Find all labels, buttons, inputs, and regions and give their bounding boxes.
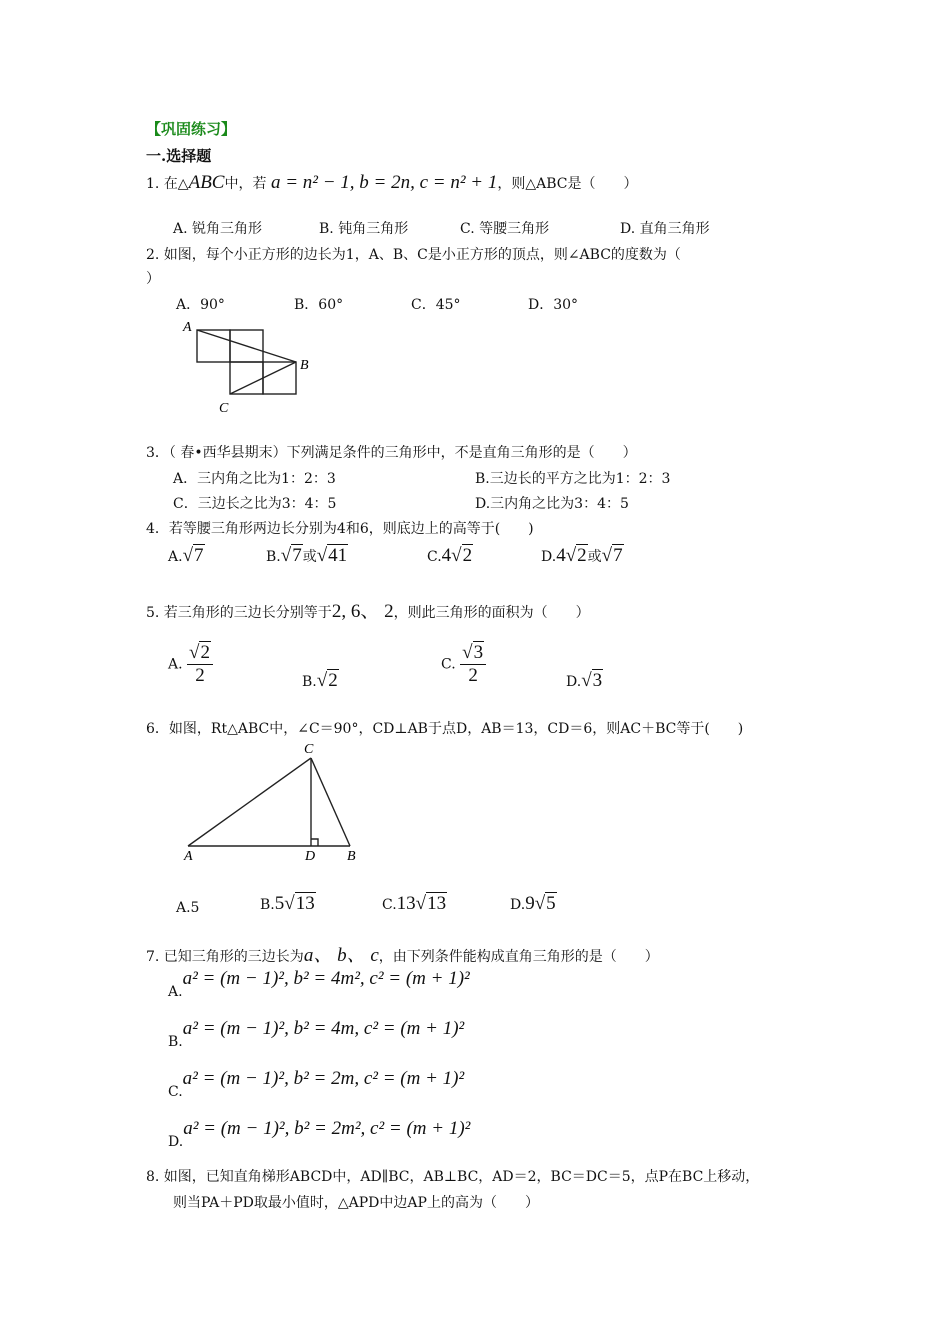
q6-option-d: D.9√5 — [510, 893, 556, 914]
q5-option-c: C. $\frac{√3}{2}$ — [441, 642, 486, 687]
q4-d-coef: 4 — [556, 545, 566, 566]
q5-a-num: 2 — [200, 642, 210, 663]
q3-text: 3．（ 春•西华县期末）下列满足条件的三角形中，不是直角三角形的是（ ） — [146, 445, 637, 461]
q5-text-b: ，则此三角形的面积为（ ） — [393, 605, 590, 621]
q6-option-b: B.5√13 — [260, 893, 315, 914]
q4-option-a: A.√7 — [168, 545, 204, 566]
q8-line2: 则当PA＋PD取最小值时，△APD中边AP上的高为（ ） — [173, 1195, 539, 1211]
q4-d-rad: 2 — [577, 545, 587, 566]
q7-option-c — [168, 1068, 465, 1100]
q6-c-coef: 13 — [396, 893, 416, 914]
q5-values: 2, 6、 2 — [331, 601, 394, 622]
q1-text-c: ，则△ABC是（ ） — [497, 176, 638, 192]
label-c: C — [304, 742, 314, 757]
q5-d-label: D. — [566, 674, 582, 690]
q1-formula: a = n² − 1, b = 2n, c = n² + 1 — [270, 172, 498, 193]
q5-option-b: B.√2 — [302, 670, 338, 691]
q1-option-c: C. 等腰三角形 — [460, 221, 550, 237]
q5-d-value: 3 — [592, 670, 603, 691]
q4-c-label: C. — [427, 549, 442, 565]
q6-d-coef: 9 — [525, 893, 535, 914]
q4-or: 或 — [302, 549, 317, 565]
section-title: 【巩固练习】 — [146, 120, 237, 138]
q7-b-formula: a² = (m − 1)², b² = 4m, c² = (m + 1)² — [182, 1018, 465, 1039]
q2-option-d: D．30° — [528, 297, 579, 313]
q4-c-coef: 4 — [441, 545, 452, 566]
q1-option-a: A. 锐角三角形 — [173, 221, 263, 237]
q8-line1: 8. 如图，已知直角梯形ABCD中，AD∥BC，AB⊥BC，AD＝2，BC＝DC＝5，点P在BC上移动， — [146, 1169, 760, 1185]
q4-b-value2: 41 — [328, 545, 348, 566]
right-angle-mark — [311, 839, 318, 846]
q4-option-b: B.√7或√41 — [266, 545, 348, 566]
q5-c-label: C. — [441, 656, 456, 673]
q6-d-label: D. — [510, 897, 526, 913]
q4-a-value: 7 — [194, 545, 204, 566]
q7-a-formula: a² = (m − 1)², b² = 4m², c² = (m + 1)² — [182, 968, 470, 989]
q6-b-coef: 5 — [274, 893, 285, 914]
q5-text-a: 5. 若三角形的三边长分别等于 — [146, 605, 332, 621]
q7-d-formula: a² = (m − 1)², b² = 2m², c² = (m + 1)² — [183, 1118, 471, 1139]
q7-text-b: ，由下列条件能构成直角三角形的是（ ） — [378, 949, 659, 965]
q7-d-label: D. — [168, 1134, 184, 1150]
q5-a-den: 2 — [195, 665, 205, 686]
segment-ac — [188, 758, 311, 846]
q2-option-a: A．90° — [176, 297, 225, 313]
q4-d-value2: 7 — [613, 545, 623, 566]
q7-option-a — [168, 968, 470, 1000]
q6-option-a: A.5 — [176, 900, 200, 916]
q7-vars: a、 b、 c — [303, 945, 379, 966]
q4-option-c: C.4√2 — [427, 545, 473, 566]
q3-option-a: A．三内角之比为1：2：3 — [173, 471, 336, 487]
q1-abc: ABC — [188, 172, 225, 193]
grid-square — [263, 362, 296, 394]
q4-c-rad: 2 — [462, 545, 473, 566]
q6-c-label: C. — [382, 897, 397, 913]
label-b: B — [300, 358, 309, 373]
q2-line2: ） — [146, 271, 160, 287]
q6-c-rad: 13 — [427, 893, 447, 914]
question-5 — [146, 596, 590, 623]
q1-text-a: 在△ — [163, 176, 189, 192]
q2-line1: 2. 如图，每个小正方形的边长为1，A、B、C是小正方形的顶点，则∠ABC的度数为（ — [146, 247, 681, 263]
q6-d-rad: 5 — [546, 893, 556, 914]
q6-triangle-figure — [178, 738, 378, 868]
question-7 — [146, 940, 659, 967]
q5-a-label: A. — [168, 656, 183, 673]
label-a: A — [183, 320, 192, 335]
q2-option-b: B．60° — [294, 297, 344, 313]
q1-number: 1. — [146, 176, 160, 192]
q5-b-label: B. — [302, 674, 317, 690]
q4-a-label: A. — [168, 549, 183, 565]
q6-option-c: C.13√13 — [382, 893, 447, 914]
q4-b-label: B. — [266, 549, 281, 565]
label-b: B — [347, 849, 356, 864]
q4-d-label: D. — [541, 549, 557, 565]
q5-option-d: D.√3 — [566, 670, 603, 691]
q6-b-label: B. — [260, 897, 275, 913]
q7-option-b — [168, 1018, 465, 1050]
q1-text-b: 中，若 — [224, 176, 267, 192]
label-d: D — [305, 849, 316, 864]
q3-option-d: D.三内角之比为3：4：5 — [475, 496, 629, 512]
label-c: C — [219, 401, 229, 416]
grid-square — [230, 362, 263, 394]
part-title: 一.选择题 — [146, 147, 212, 165]
q7-option-d — [168, 1118, 471, 1150]
q4-b-value1: 7 — [292, 545, 302, 566]
q1-option-d: D. 直角三角形 — [620, 221, 710, 237]
q5-c-den: 2 — [468, 665, 478, 686]
q2-grid-figure — [178, 318, 318, 418]
q4-option-d: D.4√2或√7 — [541, 545, 623, 566]
q7-c-formula: a² = (m − 1)², b² = 2m, c² = (m + 1)² — [182, 1068, 465, 1089]
q7-text-a: 7. 已知三角形的三边长为 — [146, 949, 304, 965]
q6-b-rad: 13 — [295, 893, 315, 914]
q5-b-value: 2 — [328, 670, 338, 691]
q7-c-label: C. — [168, 1084, 183, 1100]
q1-option-b: B. 钝角三角形 — [319, 221, 409, 237]
q5-option-a: A. $\frac{√2}{2}$ — [168, 642, 213, 687]
question-1 — [146, 172, 638, 194]
q2-option-c: C．45° — [411, 297, 461, 313]
segment-cb — [311, 758, 350, 846]
q3-option-c: C．三边长之比为3：4：5 — [173, 496, 337, 512]
q7-b-label: B. — [168, 1034, 183, 1050]
q5-c-num: 3 — [473, 642, 484, 663]
q3-option-b: B.三边长的平方之比为1：2：3 — [475, 471, 671, 487]
label-a: A — [184, 849, 193, 864]
q4-or2: 或 — [587, 549, 602, 565]
q4-text: 4．若等腰三角形两边长分别为4和6，则底边上的高等于( ) — [146, 521, 534, 537]
q7-a-label: A. — [168, 984, 183, 1000]
q6-text: 6．如图，Rt△ABC中，∠C＝90°，CD⊥AB于点D，AB＝13，CD＝6，则AC＋BC等于( ) — [146, 721, 744, 737]
segment-ab — [197, 330, 296, 362]
